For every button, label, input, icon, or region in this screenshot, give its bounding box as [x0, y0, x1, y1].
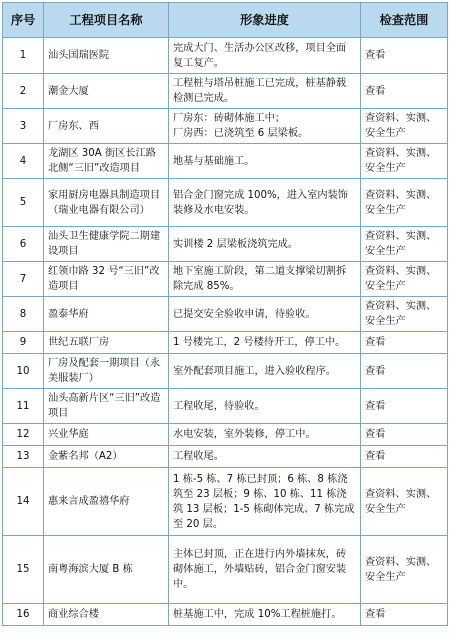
cell-scope: 查看 — [361, 604, 448, 626]
cell-no: 2 — [3, 74, 44, 109]
table-row — [3, 389, 448, 424]
cell-scope: 查看 — [361, 389, 448, 424]
cell-progress: 主体已封顶，正在进行内外墙抹灰，砖砌体施工，外墙贴砖，铝合金门窗安装中。 — [169, 536, 361, 604]
header-no: 序号 — [3, 3, 44, 38]
cell-no: 13 — [3, 446, 44, 468]
cell-project-name: 龙湖区 30A 街区长江路北侧“三旧”改造项目 — [44, 144, 169, 179]
table-row — [3, 536, 448, 604]
table-row — [3, 179, 448, 227]
cell-progress: 完成大门、生活办公区改移，项目全面复工复产。 — [169, 38, 361, 74]
cell-project-name: 商业综合楼 — [44, 604, 169, 626]
cell-scope: 查资料、实测、安全生产 — [361, 468, 448, 536]
cell-project-name: 南粤海滨大厦 B 栋 — [44, 536, 169, 604]
table-row — [3, 109, 448, 144]
table-row — [3, 446, 448, 468]
cell-scope: 查看 — [361, 74, 448, 109]
cell-progress: 水电安装，室外装修，停工中。 — [169, 424, 361, 446]
table-row — [3, 227, 448, 262]
cell-scope: 查资料、实测、安全生产 — [361, 536, 448, 604]
cell-project-name: 汕头高新片区“三旧”改造项目 — [44, 389, 169, 424]
table-header — [3, 3, 448, 38]
cell-no: 4 — [3, 144, 44, 179]
cell-no: 7 — [3, 262, 44, 297]
table-row — [3, 468, 448, 536]
cell-no: 12 — [3, 424, 44, 446]
cell-no: 5 — [3, 179, 44, 227]
cell-progress: 实训楼 2 层梁板浇筑完成。 — [169, 227, 361, 262]
header-project-name: 工程项目名称 — [44, 3, 169, 38]
table-row — [3, 424, 448, 446]
table-row — [3, 74, 448, 109]
cell-progress — [169, 109, 361, 144]
cell-no: 9 — [3, 332, 44, 354]
cell-scope: 查资料、实测、安全生产 — [361, 109, 448, 144]
cell-scope: 查资料、实测、安全生产 — [361, 179, 448, 227]
table-row — [3, 144, 448, 179]
cell-progress: 工程收尾，待验收。 — [169, 389, 361, 424]
cell-no: 15 — [3, 536, 44, 604]
table-row — [3, 262, 448, 297]
cell-progress: 已提交安全验收申请，待验收。 — [169, 297, 361, 332]
cell-progress: 铝合金门窗完成 100%，进入室内装饰装修及水电安装。 — [169, 179, 361, 227]
cell-project-name: 盈泰华府 — [44, 297, 169, 332]
header-progress: 形象进度 — [169, 3, 361, 38]
cell-project-name: 金紫名邦（A2） — [44, 446, 169, 468]
cell-project-name: 兴业华庭 — [44, 424, 169, 446]
table-row — [3, 332, 448, 354]
progress-line: 厂房西：已浇筑至 6 层梁板。 — [173, 128, 309, 139]
table-row — [3, 354, 448, 389]
cell-project-name: 惠来言成盈禧华府 — [44, 468, 169, 536]
table-row — [3, 38, 448, 74]
cell-scope: 查看 — [361, 354, 448, 389]
cell-progress: 1 号楼完工，2 号楼待开工，停工中。 — [169, 332, 361, 354]
cell-project-name: 汕头国瑞医院 — [44, 38, 169, 74]
table-body — [3, 38, 448, 626]
cell-scope: 查看 — [361, 446, 448, 468]
cell-scope: 查资料、实测、安全生产 — [361, 144, 448, 179]
cell-project-name: 世纪五联厂房 — [44, 332, 169, 354]
cell-no: 10 — [3, 354, 44, 389]
cell-progress: 1 栋-5 栋、7 栋已封顶；6 栋、8 栋浇筑至 23 层板；9 栋、10 栋、11 栋浇筑 13 层板；1-5 栋砌体完成、7 栋完成至 20 层。 — [169, 468, 361, 536]
cell-scope: 查资料、实测、安全生产 — [361, 297, 448, 332]
cell-no: 14 — [3, 468, 44, 536]
cell-project-name: 厂房东、西 — [44, 109, 169, 144]
cell-project-name: 家用厨房电器具制造项目（瑞业电器有限公司） — [44, 179, 169, 227]
header-scope: 检查范围 — [361, 3, 448, 38]
header-row — [3, 3, 448, 38]
cell-progress: 地基与基础施工。 — [169, 144, 361, 179]
cell-scope: 查看 — [361, 38, 448, 74]
cell-progress: 工程桩与塔吊桩施工已完成，桩基静载检测已完成。 — [169, 74, 361, 109]
cell-scope: 查资料、实测、安全生产 — [361, 262, 448, 297]
cell-no: 6 — [3, 227, 44, 262]
table-row — [3, 604, 448, 626]
cell-progress: 室外配套项目施工，进入验收程序。 — [169, 354, 361, 389]
cell-progress: 地下室施工阶段，第二道支撑梁切割拆除完成 85%。 — [169, 262, 361, 297]
cell-no: 11 — [3, 389, 44, 424]
cell-progress: 桩基施工中，完成 10%工程桩施打。 — [169, 604, 361, 626]
cell-scope: 查看 — [361, 332, 448, 354]
progress-line: 厂房东：砖砌体施工中； — [173, 113, 286, 124]
cell-scope: 查看 — [361, 424, 448, 446]
table-row — [3, 297, 448, 332]
project-inspection-table — [2, 2, 448, 626]
cell-no: 8 — [3, 297, 44, 332]
cell-progress: 工程收尾。 — [169, 446, 361, 468]
cell-scope: 查资料、实测、安全生产 — [361, 227, 448, 262]
cell-project-name: 厂房及配套一期项目（永美服装厂） — [44, 354, 169, 389]
cell-no: 1 — [3, 38, 44, 74]
cell-no: 3 — [3, 109, 44, 144]
cell-project-name: 红领巾路 32 号“三旧”改造项目 — [44, 262, 169, 297]
cell-project-name: 潮金大厦 — [44, 74, 169, 109]
cell-no: 16 — [3, 604, 44, 626]
cell-project-name: 汕头卫生健康学院二期建设项目 — [44, 227, 169, 262]
